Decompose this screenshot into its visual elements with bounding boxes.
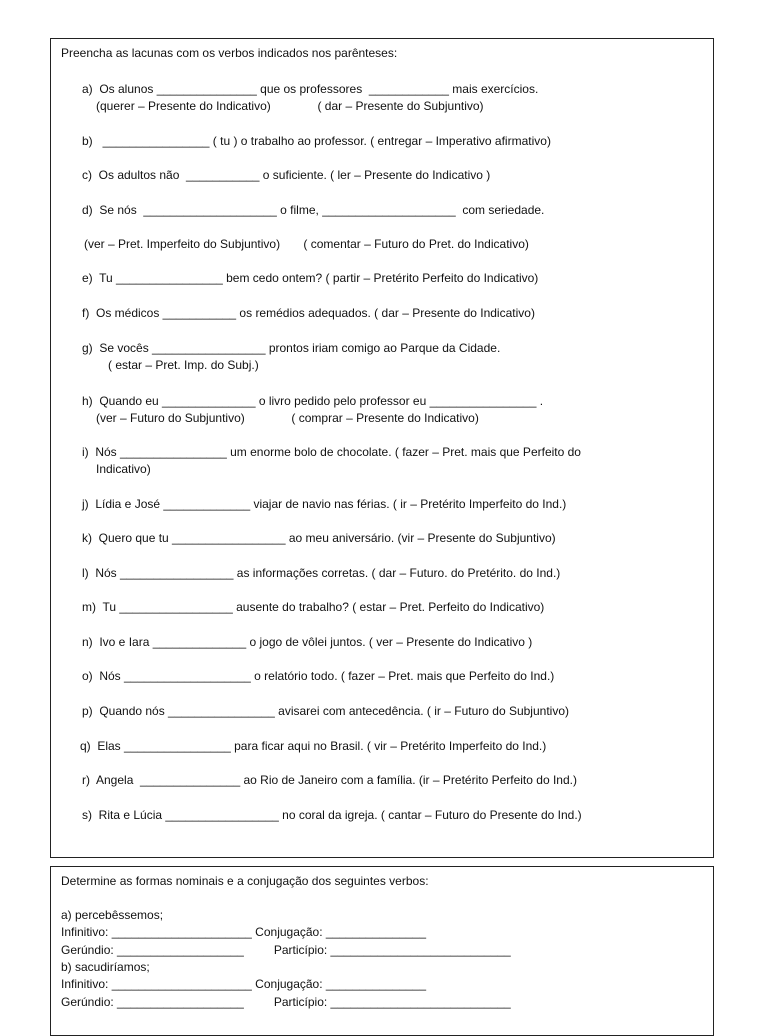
exercise-hint: (ver – Futuro do Subjuntivo) ( comprar – Presente do Indicativo) xyxy=(96,411,479,425)
infinitivo-conjugacao-line: Infinitivo: _____________________ Conjugação: _______________ xyxy=(61,977,426,991)
exercise-line: q) Elas ________________ para ficar aqui no Brasil. ( vir – Pretérito Imperfeito do Ind.) xyxy=(80,739,547,753)
verb-item-title: b) sacudiríamos; xyxy=(61,960,150,974)
exercise-line: d) Se nós ____________________ o filme, ____________________ com seriedade. xyxy=(82,203,545,217)
exercise-line-continuation: Indicativo) xyxy=(96,462,151,476)
exercise-line: i) Nós ________________ um enorme bolo de chocolate. ( fazer – Pret. mais que Perfeito do xyxy=(82,445,581,459)
exercise-line: r) Angela _______________ ao Rio de Janeiro com a família. (ir – Pretérito Perfeito do Ind.) xyxy=(82,773,577,787)
exercise-hint: (ver – Pret. Imperfeito do Subjuntivo) ( comentar – Futuro do Pret. do Indicativo) xyxy=(84,237,529,251)
instruction-nominal-forms: Determine as formas nominais e a conjugação dos seguintes verbos: xyxy=(61,874,429,888)
exercise-line: e) Tu ________________ bem cedo ontem? ( partir – Pretérito Perfeito do Indicativo) xyxy=(82,271,539,285)
exercise-line: a) Os alunos _______________ que os professores ____________ mais exercícios. xyxy=(82,82,539,96)
exercise-line: j) Lídia e José _____________ viajar de navio nas férias. ( ir – Pretérito Imperfeito do Ind.) xyxy=(82,497,567,511)
exercise-line: s) Rita e Lúcia _________________ no coral da igreja. ( cantar – Futuro do Presente do Ind.) xyxy=(82,808,582,822)
exercise-line: f) Os médicos ___________ os remédios adequados. ( dar – Presente do Indicativo) xyxy=(82,306,535,320)
exercise-line: l) Nós _________________ as informações corretas. ( dar – Futuro. do Pretérito. do Ind.) xyxy=(82,566,561,580)
gerundio-participio-line: Gerúndio: ___________________ Particípio: ___________________________ xyxy=(61,943,511,957)
exercise-line: c) Os adultos não ___________ o suficiente. ( ler – Presente do Indicativo ) xyxy=(82,168,491,182)
exercise-line: k) Quero que tu _________________ ao meu aniversário. (vir – Presente do Subjuntivo) xyxy=(82,531,556,545)
verb-item-title: a) percebêssemos; xyxy=(61,908,164,922)
exercise-line: o) Nós ___________________ o relatório todo. ( fazer – Pret. mais que Perfeito do Ind.) xyxy=(82,669,555,683)
infinitivo-conjugacao-line: Infinitivo: _____________________ Conjugação: _______________ xyxy=(61,925,426,939)
exercise-hint: (querer – Presente do Indicativo) ( dar – Presente do Subjuntivo) xyxy=(96,99,484,113)
instruction-fill-blanks: Preencha as lacunas com os verbos indicados nos parênteses: xyxy=(61,46,398,60)
exercise-line: h) Quando eu ______________ o livro pedido pelo professor eu ________________ . xyxy=(82,394,544,408)
exercise-line: b) ________________ ( tu ) o trabalho ao professor. ( entregar – Imperativo afirmativo) xyxy=(82,134,551,148)
exercise-line: m) Tu _________________ ausente do trabalho? ( estar – Pret. Perfeito do Indicativo) xyxy=(82,600,545,614)
exercise-hint: ( estar – Pret. Imp. do Subj.) xyxy=(108,358,259,372)
gerundio-participio-line: Gerúndio: ___________________ Particípio: ___________________________ xyxy=(61,995,511,1009)
exercise-line: p) Quando nós ________________ avisarei com antecedência. ( ir – Futuro do Subjuntivo) xyxy=(82,704,569,718)
exercise-line: n) Ivo e Iara ______________ o jogo de vôlei juntos. ( ver – Presente do Indicativo ) xyxy=(82,635,533,649)
exercise-line: g) Se vocês _________________ prontos iriam comigo ao Parque da Cidade. xyxy=(82,341,501,355)
